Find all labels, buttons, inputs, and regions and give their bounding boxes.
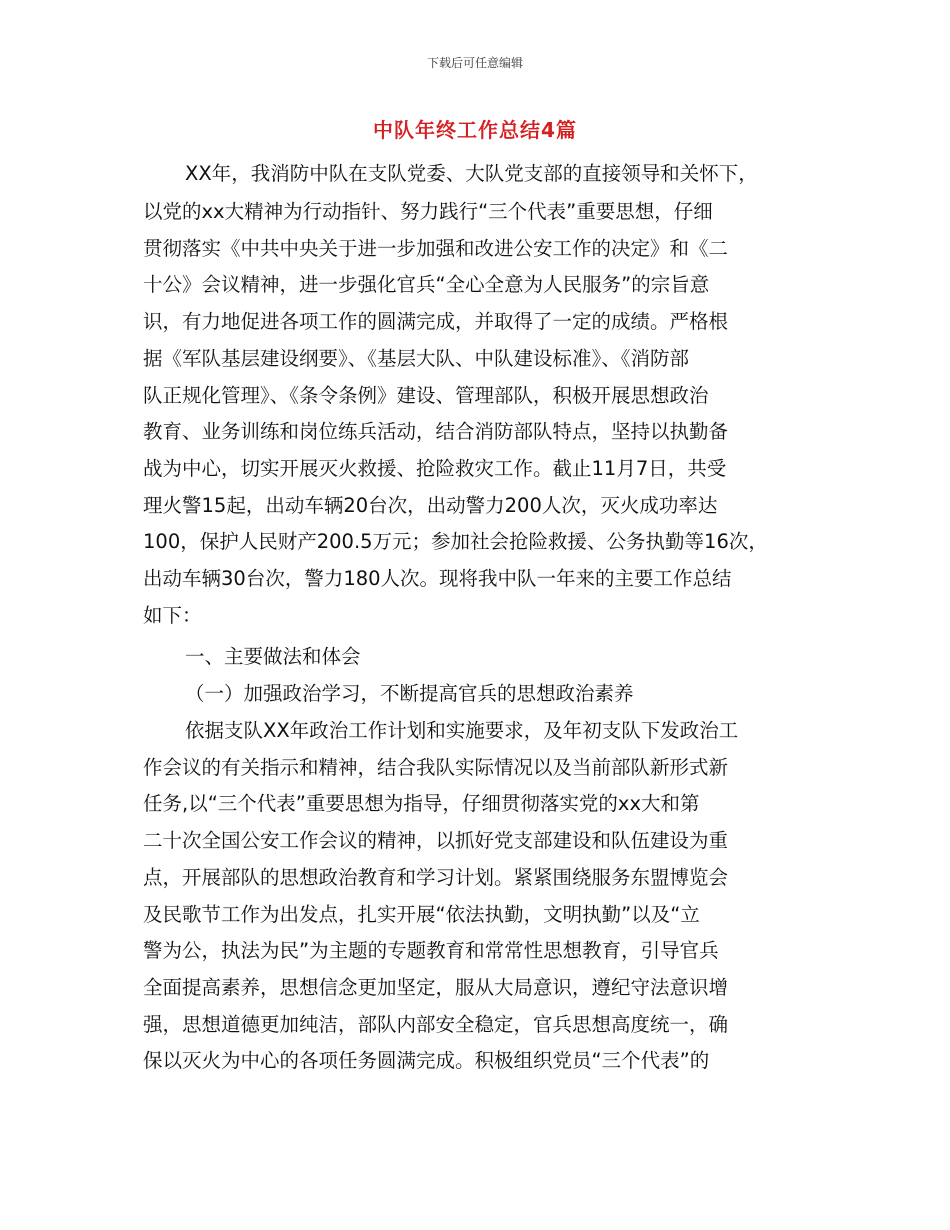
body-line: 依据支队XX年政治工作计划和实施要求，及年初支队下发政治工 — [185, 719, 739, 742]
subsection-heading: （一）加强政治学习，不断提高官兵的思想政治素养 — [185, 682, 634, 705]
body-line: 出动车辆30台次，警力180人次。现将我中队一年来的主要工作总结 — [143, 567, 732, 590]
body-line: 任务,以“三个代表”重要思想为指导，仔细贯彻落实党的xx大和第 — [143, 792, 700, 815]
body-line: 教育、业务训练和岗位练兵活动，结合消防部队特点，坚持以执勤备 — [143, 420, 729, 443]
body-line: 作会议的有关指示和精神，结合我队实际情况以及当前部队新形式新 — [143, 756, 729, 779]
section-heading: 一、主要做法和体会 — [185, 645, 361, 668]
body-line: 及民歌节工作为出发点，扎实开展“依法执勤，文明执勤”以及“立 — [143, 903, 700, 926]
body-line: 以党的xx大精神为行动指针、努力践行“三个代表”重要思想，仔细 — [143, 200, 713, 223]
body-line: 贯彻落实《中共中央关于进一步加强和改进公安工作的决定》和《二 — [143, 237, 729, 260]
body-line: XX年，我消防中队在支队党委、大队党支部的直接领导和关怀下， — [185, 162, 758, 185]
body-line: 100，保护人民财产200.5万元；参加社会抢险救援、公务执勤等16次， — [143, 530, 768, 553]
body-line: 点，开展部队的思想政治教育和学习计划。紧紧围绕服务东盟博览会 — [143, 866, 729, 889]
body-line: 十公》会议精神，进一步强化官兵“全心全意为人民服务”的宗旨意 — [143, 273, 710, 296]
body-line: 全面提高素养，思想信念更加坚定，服从大局意识，遵纪守法意识增 — [143, 976, 729, 999]
document-title: 中队年终工作总结4篇 — [373, 118, 577, 142]
body-line: 保以灭火为中心的各项任务圆满完成。积极组织党员“三个代表”的 — [143, 1049, 710, 1072]
body-line: 据《军队基层建设纲要》、《基层大队、中队建设标准》、《消防部 — [143, 347, 690, 370]
body-line: 识，有力地促进各项工作的圆满完成，并取得了一定的成绩。严格根 — [143, 310, 729, 333]
body-line: 二十次全国公安工作会议的精神，以抓好党支部建设和队伍建设为重 — [143, 829, 729, 852]
body-line: 强，思想道德更加纯洁，部队内部安全稳定，官兵思想高度统一，确 — [143, 1013, 729, 1036]
body-line: 理火警15起，出动车辆20台次，出动警力200人次，灭火成功率达 — [143, 494, 718, 517]
body-line: 如下： — [143, 604, 202, 627]
body-line: 战为中心，切实开展灭火救援、抢险救灾工作。截止11月7日，共受 — [143, 457, 727, 480]
body-line: 警为公，执法为民”为主题的专题教育和常常性思想教育，引导官兵 — [143, 939, 719, 962]
header-note: 下载后可任意编辑 — [426, 56, 523, 70]
body-line: 队正规化管理》、《条令条例》建设、管理部队，积极开展思想政治 — [143, 384, 709, 407]
